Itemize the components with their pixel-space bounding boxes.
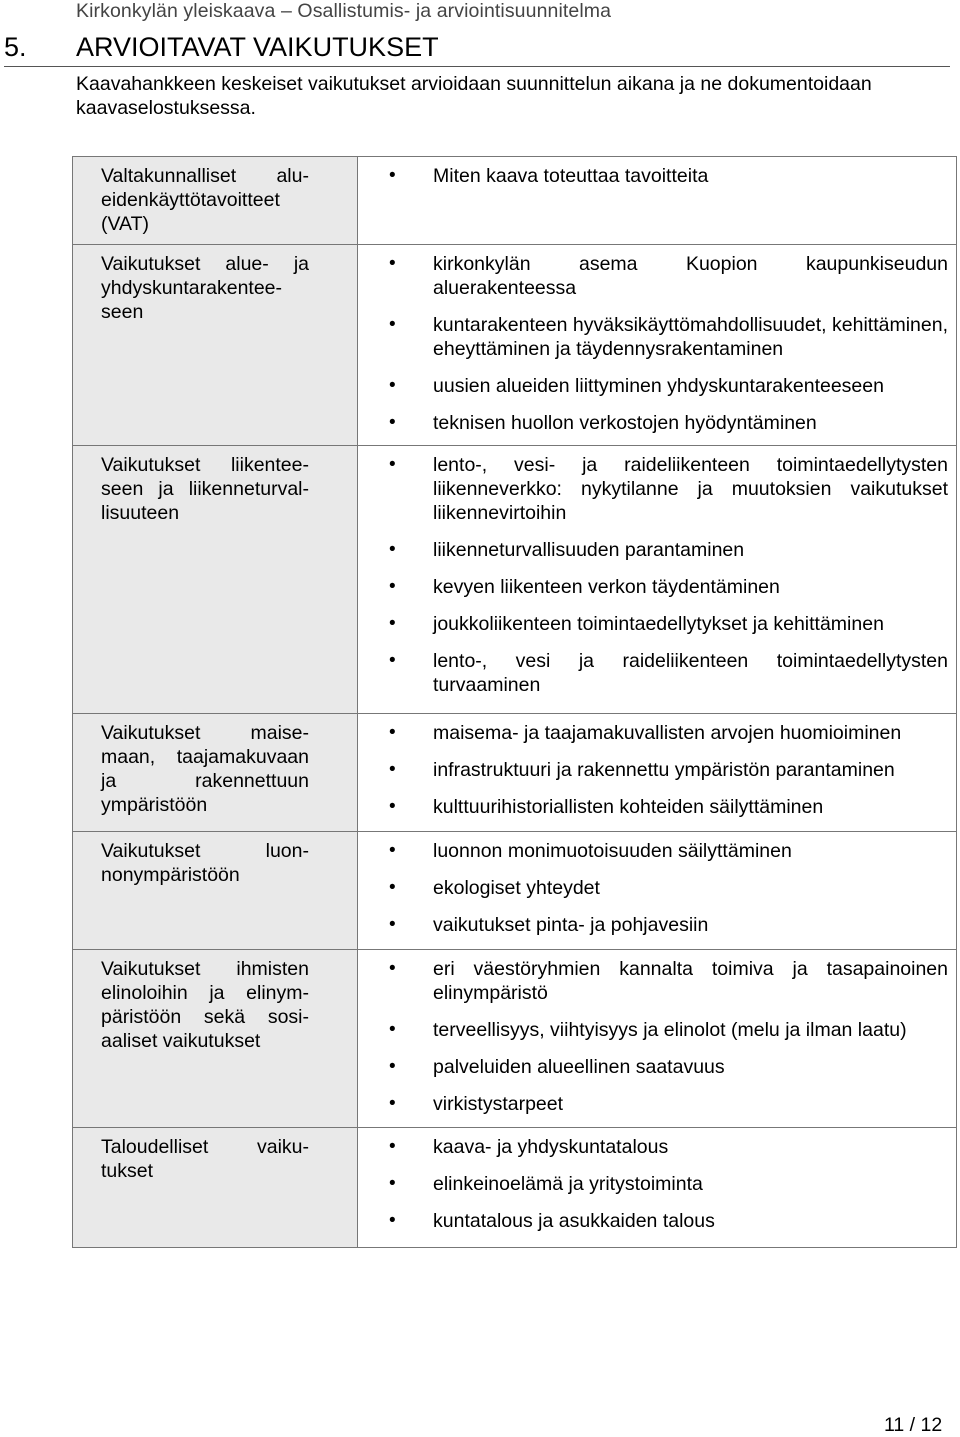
impact-items-list	[386, 721, 948, 819]
impact-category-cell	[73, 1128, 358, 1248]
impact-category-cell	[73, 832, 358, 950]
list-item-text: Miten kaava toteuttaa tavoitteita	[433, 165, 709, 187]
list-item-text: kevyen liikenteen verkon täydentäminen	[433, 576, 780, 598]
list-item	[386, 758, 948, 782]
bullet-icon: •	[389, 314, 396, 335]
bullet-icon: •	[389, 539, 396, 560]
list-item-text: kirkonkylän asema Kuopion kaupunkiseudun aluerakenteessa	[433, 253, 948, 299]
list-item	[386, 575, 948, 599]
section-number: 5.	[4, 32, 27, 62]
list-item	[386, 252, 948, 300]
impact-category-cell	[73, 446, 358, 714]
list-item	[386, 374, 948, 398]
impact-category-label: Vaikutukset liikenteeseen ja liikenneturvallisuuteen	[101, 454, 309, 524]
list-item-text: virkistystarpeet	[433, 1093, 564, 1115]
bullet-icon: •	[389, 914, 396, 935]
bullet-icon: •	[389, 253, 396, 274]
impact-items-cell	[358, 446, 957, 714]
impact-items-cell	[358, 157, 957, 245]
table-row	[73, 832, 957, 950]
list-item	[386, 1135, 948, 1159]
impact-category-cell	[73, 157, 358, 245]
impact-category-cell	[73, 714, 358, 832]
bullet-icon: •	[389, 1173, 396, 1194]
list-item	[386, 411, 948, 435]
list-item	[386, 612, 948, 636]
impact-category-label: Valtakunnalliset alueidenkäyttötavoitteet (VAT)	[101, 165, 309, 235]
list-item-text: palveluiden alueellinen saatavuus	[433, 1056, 725, 1078]
impact-category-label: Vaikutukset luonnonympäristöön	[101, 840, 309, 886]
bullet-icon: •	[389, 375, 396, 396]
list-item	[386, 649, 948, 697]
bullet-icon: •	[389, 759, 396, 780]
list-item	[386, 839, 948, 863]
impact-items-list	[386, 1135, 948, 1233]
list-item	[386, 164, 948, 188]
bullet-icon: •	[389, 1056, 396, 1077]
list-item-text: kaava- ja yhdyskuntatalous	[433, 1136, 669, 1158]
list-item	[386, 1018, 948, 1042]
impact-category-label: Taloudelliset vaikutukset	[101, 1136, 309, 1182]
impact-category-cell	[73, 950, 358, 1128]
bullet-icon: •	[389, 1210, 396, 1231]
impact-category-label: Vaikutukset maisemaan, taajamakuvaan ja rakennettuun ympäristöön	[101, 722, 309, 816]
table-row	[73, 245, 957, 446]
list-item-text: vaikutukset pinta- ja pohjavesiin	[433, 914, 709, 936]
list-item-text: joukkoliikenteen toimintaedellytykset ja kehittäminen	[433, 613, 884, 635]
bullet-icon: •	[389, 1136, 396, 1157]
bullet-icon: •	[389, 1019, 396, 1040]
table-row	[73, 714, 957, 832]
impact-items-list	[386, 453, 948, 697]
list-item-text: maisema- ja taajamakuvallisten arvojen huomioiminen	[433, 722, 902, 744]
table-row	[73, 1128, 957, 1248]
list-item-text: uusien alueiden liittyminen yhdyskuntarakenteeseen	[433, 375, 884, 397]
list-item	[386, 313, 948, 361]
list-item	[386, 1209, 948, 1233]
impacts-table	[72, 156, 957, 1248]
list-item-text: kuntatalous ja asukkaiden talous	[433, 1210, 715, 1232]
bullet-icon: •	[389, 613, 396, 634]
list-item-text: lento-, vesi- ja raideliikenteen toimintaedellytysten liikenneverkko: nykytilanne ja muutoksien vaikutukset liikennevirtoihin	[433, 454, 948, 524]
bullet-icon: •	[389, 958, 396, 979]
impact-items-cell	[358, 1128, 957, 1248]
list-item-text: elinkeinoelämä ja yritystoiminta	[433, 1173, 703, 1195]
list-item-text: kuntarakenteen hyväksikäyttömahdollisuudet, kehittäminen, eheyttäminen ja täydennysrakentaminen	[433, 314, 948, 360]
list-item-text: teknisen huollon verkostojen hyödyntäminen	[433, 412, 817, 434]
page-number: 11 / 12	[884, 1414, 943, 1436]
list-item	[386, 795, 948, 819]
bullet-icon: •	[389, 722, 396, 743]
bullet-icon: •	[389, 796, 396, 817]
list-item	[386, 1092, 948, 1116]
impact-items-cell	[358, 714, 957, 832]
list-item	[386, 957, 948, 1005]
table-row	[73, 157, 957, 245]
list-item	[386, 1172, 948, 1196]
bullet-icon: •	[389, 454, 396, 475]
bullet-icon: •	[389, 412, 396, 433]
bullet-icon: •	[389, 1093, 396, 1114]
impact-items-list	[386, 839, 948, 937]
list-item-text: terveellisyys, viihtyisyys ja elinolot (melu ja ilman laatu)	[433, 1019, 907, 1041]
impact-items-list	[386, 252, 948, 435]
list-item-text: infrastruktuuri ja rakennettu ympäristön parantaminen	[433, 759, 895, 781]
list-item-text: luonnon monimuotoisuuden säilyttäminen	[433, 840, 792, 862]
bullet-icon: •	[389, 650, 396, 671]
bullet-icon: •	[389, 165, 396, 186]
impact-items-list	[386, 957, 948, 1116]
running-header: Kirkonkylän yleiskaava – Osallistumis- ja arviointisuunnitelma	[76, 0, 612, 22]
list-item	[386, 876, 948, 900]
table-row	[73, 950, 957, 1128]
impact-category-label: Vaikutukset ihmisten elinoloihin ja elinympäristöön sekä sosiaaliset vaikutukset	[101, 958, 309, 1052]
bullet-icon: •	[389, 840, 396, 861]
section-title: ARVIOITAVAT VAIKUTUKSET	[76, 32, 439, 62]
impact-category-label: Vaikutukset alue- ja yhdyskuntarakenteeseen	[101, 253, 309, 323]
impact-items-list	[386, 164, 948, 188]
bullet-icon: •	[389, 576, 396, 597]
impact-items-cell	[358, 950, 957, 1128]
list-item	[386, 721, 948, 745]
list-item-text: liikenneturvallisuuden parantaminen	[433, 539, 745, 561]
list-item-text: ekologiset yhteydet	[433, 877, 600, 899]
section-heading	[4, 30, 950, 67]
list-item-text: kulttuurihistoriallisten kohteiden säilyttäminen	[433, 796, 824, 818]
bullet-icon: •	[389, 877, 396, 898]
table-row	[73, 446, 957, 714]
list-item	[386, 1055, 948, 1079]
list-item	[386, 538, 948, 562]
list-item-text: lento-, vesi ja raideliikenteen toimintaedellytysten turvaaminen	[433, 650, 948, 696]
list-item	[386, 453, 948, 525]
impact-category-cell	[73, 245, 358, 446]
impact-items-cell	[358, 245, 957, 446]
list-item	[386, 913, 948, 937]
impact-items-cell	[358, 832, 957, 950]
list-item-text: eri väestöryhmien kannalta toimiva ja tasapainoinen elinympäristö	[433, 958, 948, 1004]
intro-paragraph: Kaavahankkeen keskeiset vaikutukset arvioidaan suunnittelun aikana ja ne dokumentoidaan kaavaselostuksessa.	[76, 73, 872, 119]
